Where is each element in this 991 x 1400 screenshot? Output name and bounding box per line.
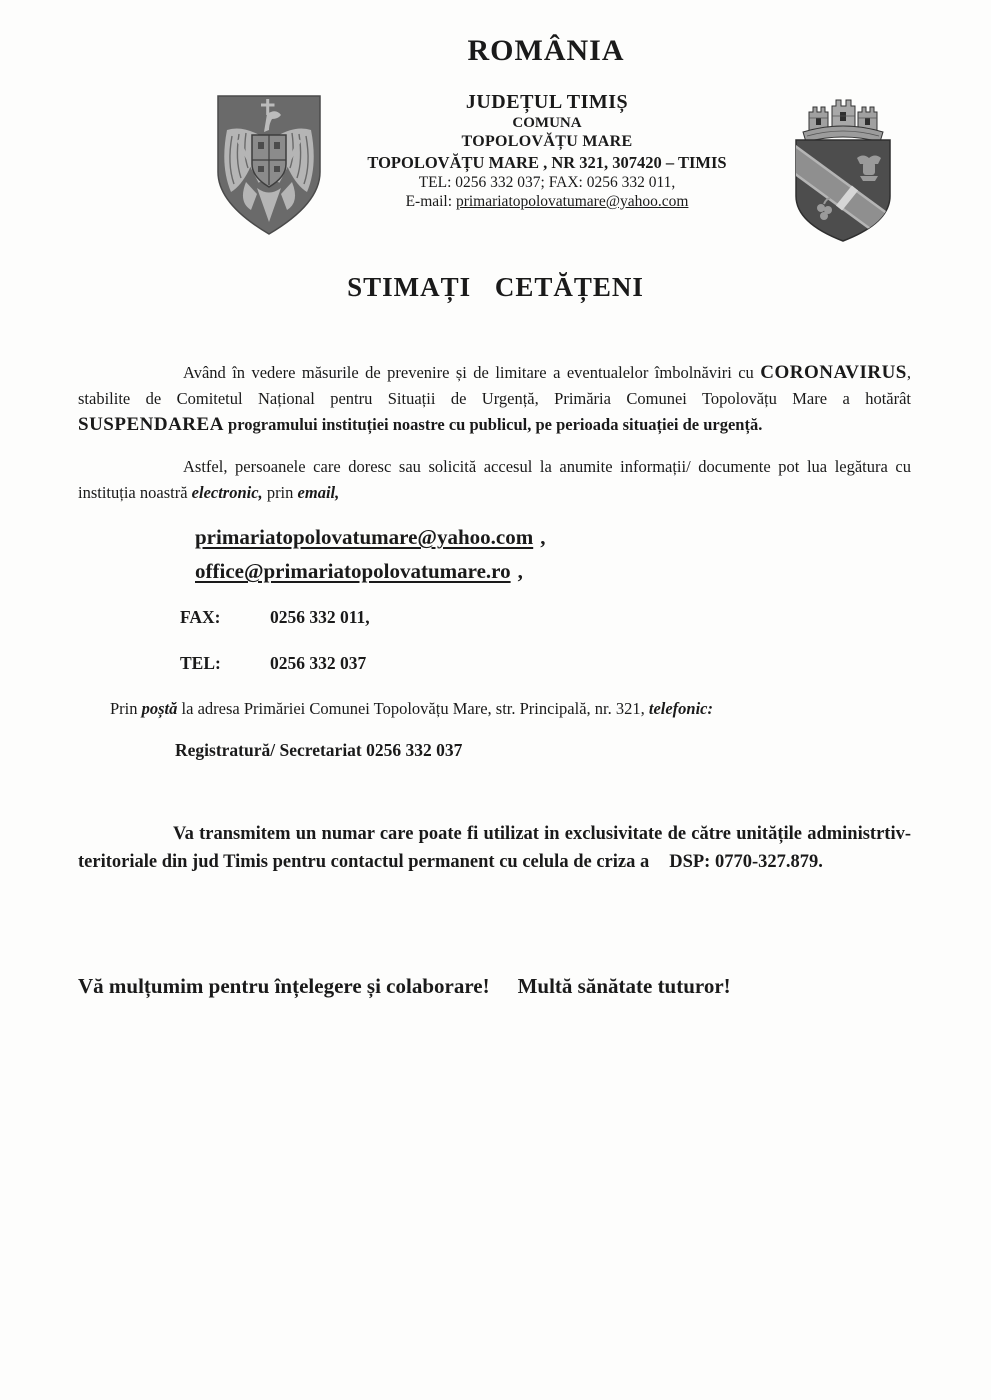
mail-text: Prin — [110, 699, 142, 718]
suspension-term: SUSPENDAREA — [78, 414, 224, 435]
intro-text: Având în vedere măsurile de prevenire și de limitare a eventualelor îmbolnăviri cu — [183, 363, 761, 382]
email-list — [195, 520, 911, 588]
separator: , — [517, 559, 523, 583]
contact-text: Astfel, persoanele care doresc sau solicită accesul la anumite informații/ documente pot lua legătura cu instituția noastră — [78, 457, 911, 502]
separator: , — [540, 525, 546, 549]
tel-label: TEL: — [180, 653, 221, 673]
mail-text: la adresa Primăriei Comunei Topolovățu Mare, str. Principală, nr. 321, — [177, 699, 649, 718]
tel-number: 0256 332 037 — [270, 653, 367, 673]
contact-options-paragraph — [78, 454, 911, 506]
postal-contact-line — [78, 696, 911, 722]
phone-fax-line: TEL: 0256 332 037; FAX: 0256 332 011, — [418, 174, 676, 191]
health-wish-text: Multă sănătate tuturor! — [517, 974, 731, 998]
primary-email-address: primariatopolovatumare@yahoo.com — [195, 525, 534, 549]
commune-name: TOPOLOVĂȚU MARE — [461, 133, 633, 150]
email-label: E-mail: — [405, 193, 456, 210]
thanks-text: Vă mulțumim pentru înțelegere și colaborare! — [78, 974, 490, 998]
dsp-crisis-paragraph — [78, 820, 911, 876]
closing-line — [78, 973, 911, 999]
suspension-text: programului instituției noastre cu publicul, pe perioada situației de urgență. — [223, 415, 763, 434]
tel-row — [180, 652, 911, 674]
fax-number: 0256 332 011, — [270, 607, 370, 627]
fax-label: FAX: — [180, 607, 221, 627]
document-title: STIMAȚI CETĂȚENI — [347, 272, 644, 302]
registry-secretariat-line: Registratură/ Secretariat 0256 332 037 — [175, 740, 463, 760]
email-line-2 — [195, 554, 911, 588]
email-line — [331, 192, 763, 212]
email-line-1 — [195, 520, 911, 554]
romania-coat-of-arms-icon — [210, 90, 328, 240]
commune-label: COMUNA — [512, 115, 582, 131]
header-email-address: primariatopolovatumare@yahoo.com — [455, 193, 689, 210]
office-email-address: office@primariatopolovatumare.ro — [195, 559, 511, 583]
letterhead — [331, 90, 763, 212]
posta-term: poștă — [141, 699, 178, 718]
dsp-text: Va transmitem un numar care poate fi utilizat in exclusivitate de către unitățile administrtiv-teritoriale din jud Timis pentru contactul permanent cu celula de criza a — [78, 824, 911, 872]
contact-text: prin — [262, 483, 298, 502]
country-title: ROMÂNIA — [467, 34, 625, 67]
electronic-term: electronic, — [191, 483, 263, 502]
county-name: JUDEȚUL TIMIȘ — [465, 91, 629, 113]
dsp-phone-number: DSP: 0770-327.879. — [669, 852, 823, 872]
document-body — [78, 360, 911, 999]
intro-paragraph — [78, 360, 911, 438]
intro-text: , stabilite de Comitetul Național pentru Situații de Urgență, Primăria Comunei Topolovățu Mare a hotărât — [78, 363, 911, 408]
telefonic-term: telefonic: — [648, 699, 713, 718]
fax-row — [180, 606, 911, 628]
postal-address: TOPOLOVĂȚU MARE , NR 321, 307420 – TIMIS — [367, 153, 727, 172]
email-term: email, — [297, 483, 340, 502]
commune-coat-of-arms-icon — [787, 96, 899, 246]
coronavirus-term: CORONAVIRUS — [760, 362, 907, 383]
